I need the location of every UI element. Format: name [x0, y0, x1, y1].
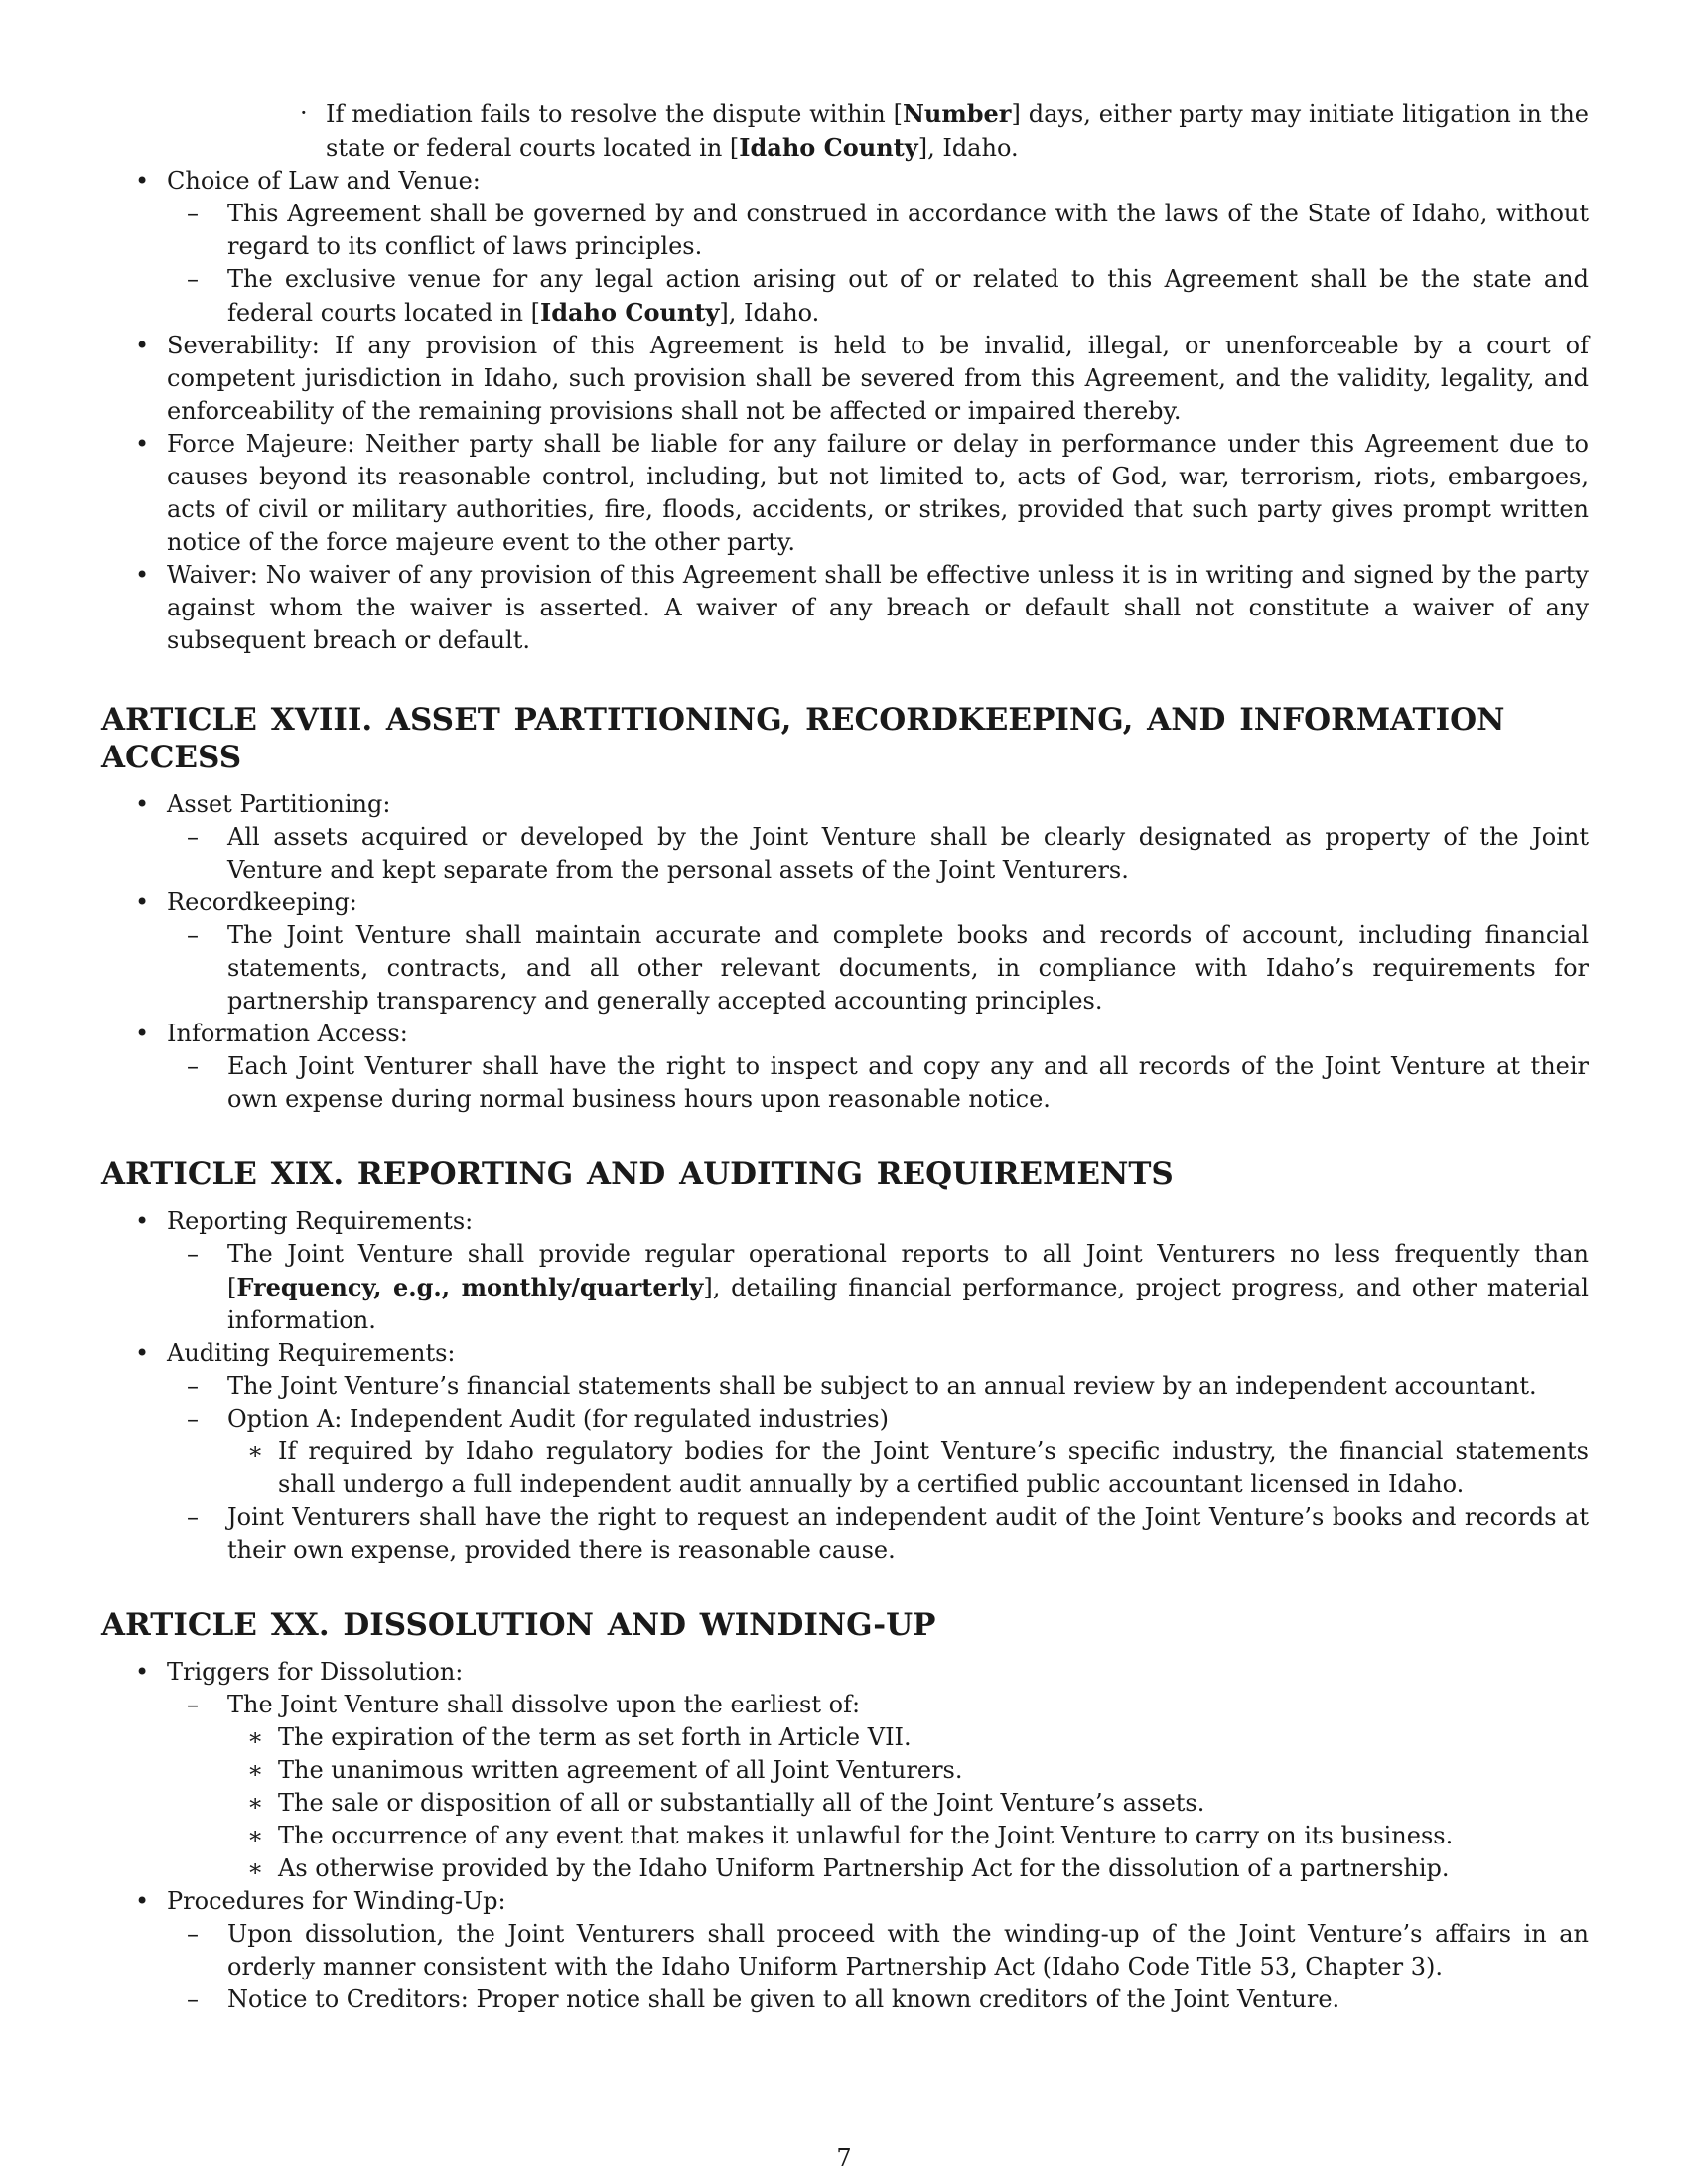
list-item: ∗ The unanimous written agreement of all Joint Venturers. — [247, 1756, 963, 1784]
list-item: • Auditing Requirements: – The Joint Venture’s financial statements shall be subject to an annual review by an independent accountant. – Option A: Independent Audit (for regulated industries) ∗ If required by Idaho regulatory bodies for the Joint Venture’s specific industry, the financial statements shall undergo a full independent audit annually by a certified public accountant licensed in Idaho. – Joint Venturers shall have the right to request an independent audit of the Joint Venture’s books and records at their own expense, provided there is reasonable cause. — [101, 1337, 1589, 1567]
general-provisions-list — [101, 165, 1589, 657]
list-item: – Upon dissolution, the Joint Venturers shall proceed with the winding-up of the Joint Venture’s affairs in an orderly manner consistent with the Idaho Uniform Partnership Act (Idaho Code Title 53, Chapter 3). — [187, 1920, 1589, 1980]
page-number: 7 — [836, 2144, 852, 2172]
article-20-list — [101, 1656, 1589, 2016]
list-item: – The Joint Venture shall dissolve upon the earliest of: ∗ The expiration of the term as set forth in Article VII. ∗ The unanimous written agreement of all Joint Venturers. ∗ The sale or disposition of all or substantially all of the Joint Venture’s assets. ∗ The occurrence of any event that makes it unlawful for the Joint Venture to carry on its business. ∗ As otherwise provided by the Idaho Uniform Partnership Act for the dissolution of a partnership. — [167, 1689, 1589, 1885]
page-content — [101, 97, 1589, 2016]
list-item: ∗ The expiration of the term as set forth in Article VII. — [247, 1723, 912, 1751]
list-item: • Recordkeeping: – The Joint Venture shall maintain accurate and complete books and records of account, including financial statements, contracts, and all other relevant documents, in compliance with Idaho’s requirements for partnership transparency and generally accepted accounting principles. — [101, 887, 1589, 1018]
list-item: • Severability: If any provision of this Agreement is held to be invalid, illegal, or unenforceable by a court of competent jurisdiction in Idaho, such provision shall be severed from this Agreement, and the validity, legality, and enforceability of the remaining provisions shall not be affected or impaired thereby. — [135, 332, 1589, 425]
list-item: · If mediation fails to resolve the dispute within [Number] days, either party may initiate litigation in the state or federal courts located in [Idaho County], Idaho. — [300, 99, 1589, 162]
article-19-heading: ARTICLE XIX. REPORTING AND AUDITING REQUIREMENTS — [101, 1157, 1174, 1192]
list-item: • Force Majeure: Neither party shall be liable for any failure or delay in performance under this Agreement due to causes beyond its reasonable control, including, but not limited to, acts of God, war, terrorism, riots, embargoes, acts of civil or military authorities, fire, floods, accidents, or strikes, provided that such party gives prompt written notice of the force majeure event to the other party. — [135, 430, 1589, 556]
list-item: – This Agreement shall be governed by and construed in accordance with the laws of the State of Idaho, without regard to its conflict of laws principles. — [187, 200, 1589, 260]
continued-list — [101, 97, 1589, 165]
list-item: • Triggers for Dissolution: – The Joint Venture shall dissolve upon the earliest of: ∗ The expiration of the term as set forth in Article VII. ∗ The unanimous written agreement of all Joint Venturers. ∗ The sale or disposition of all or substantially all of the Joint Venture’s assets. ∗ The occurrence of any event that makes it unlawful for the Joint Venture to carry on its business. ∗ As otherwise provided by the Idaho Uniform Partnership Act for the dissolution of a partnership. — [101, 1656, 1589, 1885]
waiver-clause: Waiver: No waiver of any provision of this Agreement shall be effective unless it is in writing and signed by the party against whom the waiver is asserted. A waiver of any breach or default shall not constitute a waiver of any subsequent breach or default. — [167, 561, 1589, 654]
list-item: • Reporting Requirements: – The Joint Venture shall provide regular operational reports to all Joint Venturers no less frequently than [Frequency, e.g., monthly/quarterly], detailing financial performance, project progress, and other material information. — [101, 1205, 1589, 1337]
list-item: ∗ If required by Idaho regulatory bodies for the Joint Venture’s specific industry, the financial statements shall undergo a full independent audit annually by a certified public accountant licensed in Idaho. — [247, 1437, 1589, 1498]
list-item: – Joint Venturers shall have the right to request an independent audit of the Joint Venture’s books and records at their own expense, provided there is reasonable cause. — [187, 1503, 1589, 1564]
list-item: – Option A: Independent Audit (for regulated industries) ∗ If required by Idaho regulatory bodies for the Joint Venture’s specific industry, the financial statements shall undergo a full independent audit annually by a certified public accountant licensed in Idaho. — [167, 1403, 1589, 1501]
choice-of-law-label: Choice of Law and Venue: — [167, 167, 481, 195]
severability-clause: Severability: If any provision of this Agreement is held to be invalid, illegal, or unenforceable by a court of competent jurisdiction in Idaho, such provision shall be severed from this Agreement, and the validity, legality, and enforceability of the remaining provisions shall not be affected or impaired thereby. — [167, 332, 1589, 425]
list-item: – All assets acquired or developed by the Joint Venture shall be clearly designated as property of the Joint Venture and kept separate from the personal assets of the Joint Venturers. — [187, 823, 1589, 884]
list-item: – The exclusive venue for any legal action arising out of or related to this Agreement shall be the state and federal courts located in [Idaho County], Idaho. — [187, 265, 1589, 327]
list-item: ∗ The occurrence of any event that makes it unlawful for the Joint Venture to carry on its business. — [247, 1822, 1454, 1849]
list-item: – The Joint Venture’s financial statements shall be subject to an annual review by an independent accountant. — [187, 1372, 1537, 1400]
list-item: – The Joint Venture shall maintain accurate and complete books and records of account, including financial statements, contracts, and all other relevant documents, in compliance with Idaho’s requirements for partnership transparency and generally accepted accounting principles. — [187, 921, 1589, 1015]
dot-marker: · — [300, 99, 308, 127]
list-item: • Information Access: – Each Joint Venturer shall have the right to inspect and copy any and all records of the Joint Venture at their own expense during normal business hours upon reasonable notice. — [101, 1018, 1589, 1116]
article-18-list — [101, 788, 1589, 1116]
list-item: – Notice to Creditors: Proper notice shall be given to all known creditors of the Joint Venture. — [187, 1985, 1340, 2013]
article-18-heading: ARTICLE XVIII. ASSET PARTITIONING, RECORDKEEPING, AND INFORMATION ACCESS — [101, 702, 1505, 775]
list-item: • Choice of Law and Venue: – This Agreement shall be governed by and construed in accordance with the laws of the State of Idaho, without regard to its conflict of laws principles. – The exclusive venue for any legal action arising out of or related to this Agreement shall be the state and federal courts located in [Idaho County], Idaho. — [101, 165, 1589, 330]
article-19-list — [101, 1205, 1589, 1567]
list-item: • Asset Partitioning: – All assets acquired or developed by the Joint Venture shall be clearly designated as property of the Joint Venture and kept separate from the personal assets of the Joint Venturers. — [101, 788, 1589, 887]
force-majeure-clause: Force Majeure: Neither party shall be liable for any failure or delay in performance under this Agreement due to causes beyond its reasonable control, including, but not limited to, acts of God, war, terrorism, riots, embargoes, acts of civil or military authorities, fire, floods, accidents, or strikes, provided that such party gives prompt written notice of the force majeure event to the other party. — [167, 430, 1589, 556]
list-item: – Each Joint Venturer shall have the right to inspect and copy any and all records of the Joint Venture at their own expense during normal business hours upon reasonable notice. — [187, 1052, 1589, 1113]
article-20-heading: ARTICLE XX. DISSOLUTION AND WINDING-UP — [101, 1607, 936, 1643]
list-item: – The Joint Venture shall provide regular operational reports to all Joint Venturers no less frequently than [Frequency, e.g., monthly/quarterly], detailing financial performance, project progress, and other material information. — [187, 1240, 1589, 1334]
list-item: ∗ The sale or disposition of all or substantially all of the Joint Venture’s assets. — [247, 1789, 1205, 1817]
list-item: • Waiver: No waiver of any provision of this Agreement shall be effective unless it is in writing and signed by the party against whom the waiver is asserted. A waiver of any breach or default shall not constitute a waiver of any subsequent breach or default. — [135, 561, 1589, 654]
list-item: ∗ As otherwise provided by the Idaho Uniform Partnership Act for the dissolution of a partnership. — [247, 1854, 1450, 1882]
list-item: • Procedures for Winding-Up: – Upon dissolution, the Joint Venturers shall proceed with the winding-up of the Joint Venture’s affairs in an orderly manner consistent with the Idaho Uniform Partnership Act (Idaho Code Title 53, Chapter 3). – Notice to Creditors: Proper notice shall be given to all known creditors of the Joint Venture. — [101, 1885, 1589, 2016]
